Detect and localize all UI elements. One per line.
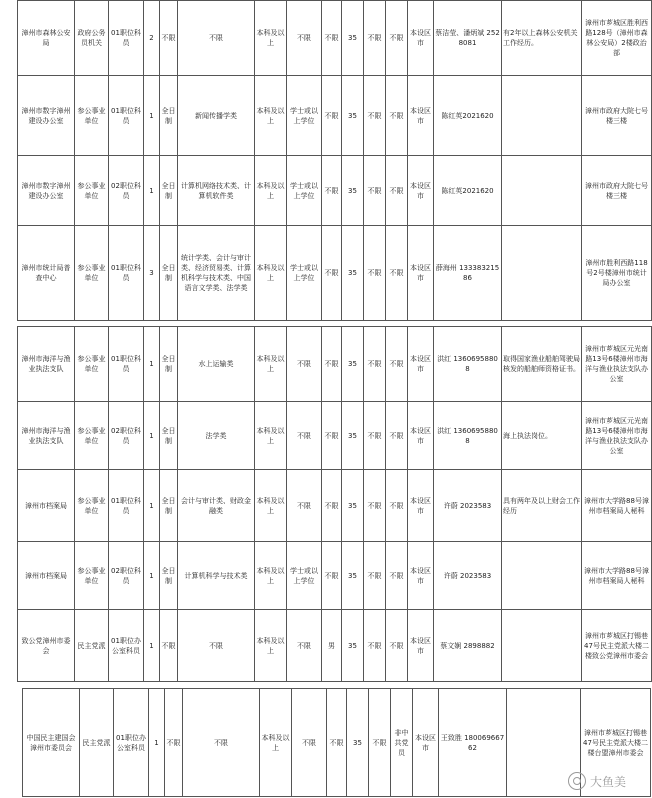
cell-other: 不限: [386, 1, 408, 76]
cell-unit-type: 参公事业单位: [75, 402, 109, 470]
table-block-1: [17, 0, 648, 321]
cell-education: 本科及以上: [255, 610, 287, 682]
cell-remarks: 具有两年及以上财会工作经历: [502, 470, 582, 542]
table-row: [23, 689, 651, 797]
cell-contact: 蔡洁莹、潘炳斌 2528081: [434, 1, 502, 76]
cell-contact: 蔡文娴 2898882: [434, 610, 502, 682]
cell-education: 本科及以上: [255, 470, 287, 542]
cell-gender: 不限: [322, 470, 342, 542]
cell-position: 01职位科员: [109, 470, 144, 542]
cell-position: 01职位科员: [109, 1, 144, 76]
cell-education: 本科及以上: [255, 402, 287, 470]
cell-major: 法学类: [178, 402, 255, 470]
cell-study-mode: 全日制: [160, 470, 178, 542]
table-block-3: [22, 688, 648, 797]
cell-other: 非中共党员: [391, 689, 413, 797]
table-row: [18, 1, 652, 76]
cell-gender: 男: [322, 610, 342, 682]
cell-other: 不限: [386, 610, 408, 682]
cell-position: 02职位科员: [109, 402, 144, 470]
table-row: [18, 542, 652, 610]
cell-address: 漳州市芗城区胜利西路128号（漳州市森林公安局）2楼政治部: [582, 1, 652, 76]
cell-political-status: 不限: [364, 542, 386, 610]
cell-gender: 不限: [322, 1, 342, 76]
cell-other: 不限: [386, 76, 408, 156]
cell-position: 02职位科员: [109, 542, 144, 610]
cell-major: 不限: [178, 610, 255, 682]
cell-address: 漳州市芗城区元光南路13号6楼漳州市海洋与渔业执法支队办公室: [582, 402, 652, 470]
cell-address: 漳州市政府大院七号楼三楼: [582, 156, 652, 226]
table-row: [18, 156, 652, 226]
cell-remarks: [502, 226, 582, 321]
cell-remarks: [502, 610, 582, 682]
cell-position: 02职位科员: [109, 156, 144, 226]
cell-remarks: [502, 542, 582, 610]
cell-unit-type: 参公事业单位: [75, 470, 109, 542]
cell-education: 本科及以上: [255, 1, 287, 76]
cell-gender: 不限: [322, 226, 342, 321]
cell-recruit-scope: 本设区市: [408, 470, 434, 542]
job-table-1: [17, 0, 652, 321]
cell-recruit-scope: 本设区市: [413, 689, 439, 797]
cell-unit-type: 参公事业单位: [75, 226, 109, 321]
cell-unit-type: 参公事业单位: [75, 542, 109, 610]
cell-political-status: 不限: [364, 1, 386, 76]
cell-recruit-scope: 本设区市: [408, 327, 434, 402]
cell-count: 1: [144, 610, 160, 682]
cell-recruit-scope: 本设区市: [408, 542, 434, 610]
cell-remarks: 海上执法岗位。: [502, 402, 582, 470]
cell-recruit-scope: 本设区市: [408, 610, 434, 682]
cell-address: 漳州市大学路88号漳州市档案局人秘科: [582, 542, 652, 610]
cell-age: 35: [342, 542, 364, 610]
cell-position: 01职位科员: [109, 327, 144, 402]
cell-other: 不限: [386, 226, 408, 321]
cell-contact: 许蔚 2023583: [434, 542, 502, 610]
cell-major: 计算机科学与技术类: [178, 542, 255, 610]
table-row: [18, 226, 652, 321]
table-row: [18, 327, 652, 402]
cell-address: 漳州市政府大院七号楼三楼: [582, 76, 652, 156]
table-row: [18, 76, 652, 156]
cell-political-status: 不限: [364, 327, 386, 402]
cell-unit: 中国民主建国会漳州市委员会: [23, 689, 80, 797]
cell-degree: 学士或以上学位: [287, 226, 322, 321]
cell-education: 本科及以上: [255, 542, 287, 610]
cell-address: 漳州市芗城区元光南路13号6楼漳州市海洋与渔业执法支队办公室: [582, 327, 652, 402]
cell-major: 新闻传播学类: [178, 76, 255, 156]
cell-count: 2: [144, 1, 160, 76]
cell-political-status: 不限: [364, 610, 386, 682]
cell-education: 本科及以上: [260, 689, 292, 797]
cell-degree: 不限: [287, 402, 322, 470]
cell-other: 不限: [386, 542, 408, 610]
cell-major: 统计学类、会计与审计类、经济贸易类、计算机科学与技术类、中国语言文学类、法学类: [178, 226, 255, 321]
cell-study-mode: 全日制: [160, 327, 178, 402]
cell-remarks: 有2年以上森林公安机关工作经历。: [502, 1, 582, 76]
cell-address: 漳州市胜利西路118号2号楼漳州市统计局办公室: [582, 226, 652, 321]
cell-unit: 漳州市统计局普查中心: [18, 226, 75, 321]
cell-political-status: 不限: [369, 689, 391, 797]
cell-major: 不限: [178, 1, 255, 76]
cell-other: 不限: [386, 156, 408, 226]
cell-age: 35: [342, 76, 364, 156]
cell-age: 35: [342, 226, 364, 321]
cell-count: 1: [144, 542, 160, 610]
cell-study-mode: 不限: [165, 689, 183, 797]
cell-unit: 漳州市数字漳州建设办公室: [18, 156, 75, 226]
cell-unit-type: 政府公务员机关: [75, 1, 109, 76]
cell-age: 35: [347, 689, 369, 797]
cell-other: 不限: [386, 327, 408, 402]
cell-position: 01职位办公室科员: [109, 610, 144, 682]
cell-unit-type: 参公事业单位: [75, 156, 109, 226]
cell-recruit-scope: 本设区市: [408, 76, 434, 156]
cell-political-status: 不限: [364, 402, 386, 470]
cell-age: 35: [342, 470, 364, 542]
cell-count: 1: [144, 327, 160, 402]
cell-political-status: 不限: [364, 76, 386, 156]
cell-study-mode: 全日制: [160, 156, 178, 226]
cell-unit-type: 参公事业单位: [75, 327, 109, 402]
cell-age: 35: [342, 1, 364, 76]
cell-age: 35: [342, 610, 364, 682]
cell-degree: 学士或以上学位: [287, 156, 322, 226]
cell-other: 不限: [386, 470, 408, 542]
watermark-logo-icon: [568, 772, 586, 790]
cell-major: 不限: [183, 689, 260, 797]
cell-degree: 不限: [287, 1, 322, 76]
cell-unit: 漳州市档案局: [18, 542, 75, 610]
cell-major: 计算机网络技术类、计算机软件类: [178, 156, 255, 226]
cell-unit: 漳州市海洋与渔业执法支队: [18, 402, 75, 470]
cell-degree: 学士或以上学位: [287, 76, 322, 156]
cell-degree: 不限: [287, 470, 322, 542]
cell-degree: 不限: [292, 689, 327, 797]
cell-study-mode: 不限: [160, 610, 178, 682]
table-row: [18, 470, 652, 542]
cell-other: 不限: [386, 402, 408, 470]
cell-count: 1: [144, 470, 160, 542]
cell-unit: 致公党漳州市委会: [18, 610, 75, 682]
cell-age: 35: [342, 327, 364, 402]
cell-education: 本科及以上: [255, 327, 287, 402]
cell-contact: 洪红 13606958808: [434, 327, 502, 402]
cell-unit-type: 参公事业单位: [75, 76, 109, 156]
cell-count: 1: [144, 402, 160, 470]
watermark: [568, 772, 626, 790]
cell-education: 本科及以上: [255, 76, 287, 156]
table-row: [18, 402, 652, 470]
cell-age: 35: [342, 156, 364, 226]
cell-unit-type: 民主党派: [80, 689, 114, 797]
cell-address: 漳州市芗城区打锡巷47号民主党派大楼二楼台盟漳州市委会: [581, 689, 651, 797]
cell-contact: 陈红英2021620: [434, 156, 502, 226]
cell-degree: 不限: [287, 610, 322, 682]
cell-study-mode: 全日制: [160, 402, 178, 470]
cell-study-mode: 全日制: [160, 76, 178, 156]
cell-remarks: [502, 156, 582, 226]
cell-contact: 许蔚 2023583: [434, 470, 502, 542]
cell-remarks: 取得国家渔业船舶驾驶局核发的船舶师资格证书。: [502, 327, 582, 402]
cell-study-mode: 全日制: [160, 226, 178, 321]
cell-contact: 洪红 13606958808: [434, 402, 502, 470]
cell-gender: 不限: [322, 327, 342, 402]
cell-unit: 漳州市档案局: [18, 470, 75, 542]
cell-position: 01职位科员: [109, 76, 144, 156]
cell-position: 01职位办公室科员: [114, 689, 149, 797]
cell-unit: 漳州市海洋与渔业执法支队: [18, 327, 75, 402]
cell-address: 漳州市大学路88号漳州市档案局人秘科: [582, 470, 652, 542]
cell-degree: 不限: [287, 327, 322, 402]
cell-study-mode: 全日制: [160, 542, 178, 610]
cell-gender: 不限: [322, 402, 342, 470]
cell-gender: 不限: [322, 542, 342, 610]
cell-count: 1: [144, 76, 160, 156]
cell-study-mode: 不限: [160, 1, 178, 76]
cell-count: 1: [149, 689, 165, 797]
cell-contact: 王致胜 18006966762: [439, 689, 507, 797]
cell-political-status: 不限: [364, 470, 386, 542]
cell-gender: 不限: [327, 689, 347, 797]
cell-contact: 陈红英2021620: [434, 76, 502, 156]
cell-position: 01职位科员: [109, 226, 144, 321]
cell-education: 本科及以上: [255, 226, 287, 321]
cell-education: 本科及以上: [255, 156, 287, 226]
watermark-text: 大鱼美: [589, 774, 626, 789]
table-block-2: [17, 326, 649, 682]
table-row: [18, 610, 652, 682]
cell-recruit-scope: 本设区市: [408, 1, 434, 76]
job-table-2: [17, 326, 652, 682]
cell-political-status: 不限: [364, 156, 386, 226]
cell-address: 漳州市芗城区打锡巷47号民主党派大楼二楼致公党漳州市委会: [582, 610, 652, 682]
cell-remarks: [502, 76, 582, 156]
cell-unit-type: 民主党派: [75, 610, 109, 682]
cell-count: 1: [144, 156, 160, 226]
cell-gender: 不限: [322, 76, 342, 156]
cell-gender: 不限: [322, 156, 342, 226]
cell-recruit-scope: 本设区市: [408, 402, 434, 470]
cell-contact: 薛海州 13338321586: [434, 226, 502, 321]
cell-age: 35: [342, 402, 364, 470]
cell-major: 会计与审计类、财政金融类: [178, 470, 255, 542]
cell-major: 水上运输类: [178, 327, 255, 402]
cell-recruit-scope: 本设区市: [408, 226, 434, 321]
cell-unit: 漳州市森林公安局: [18, 1, 75, 76]
cell-political-status: 不限: [364, 226, 386, 321]
cell-count: 3: [144, 226, 160, 321]
cell-unit: 漳州市数字漳州建设办公室: [18, 76, 75, 156]
cell-degree: 学士或以上学位: [287, 542, 322, 610]
job-table-3: [22, 688, 651, 797]
cell-recruit-scope: 本设区市: [408, 156, 434, 226]
